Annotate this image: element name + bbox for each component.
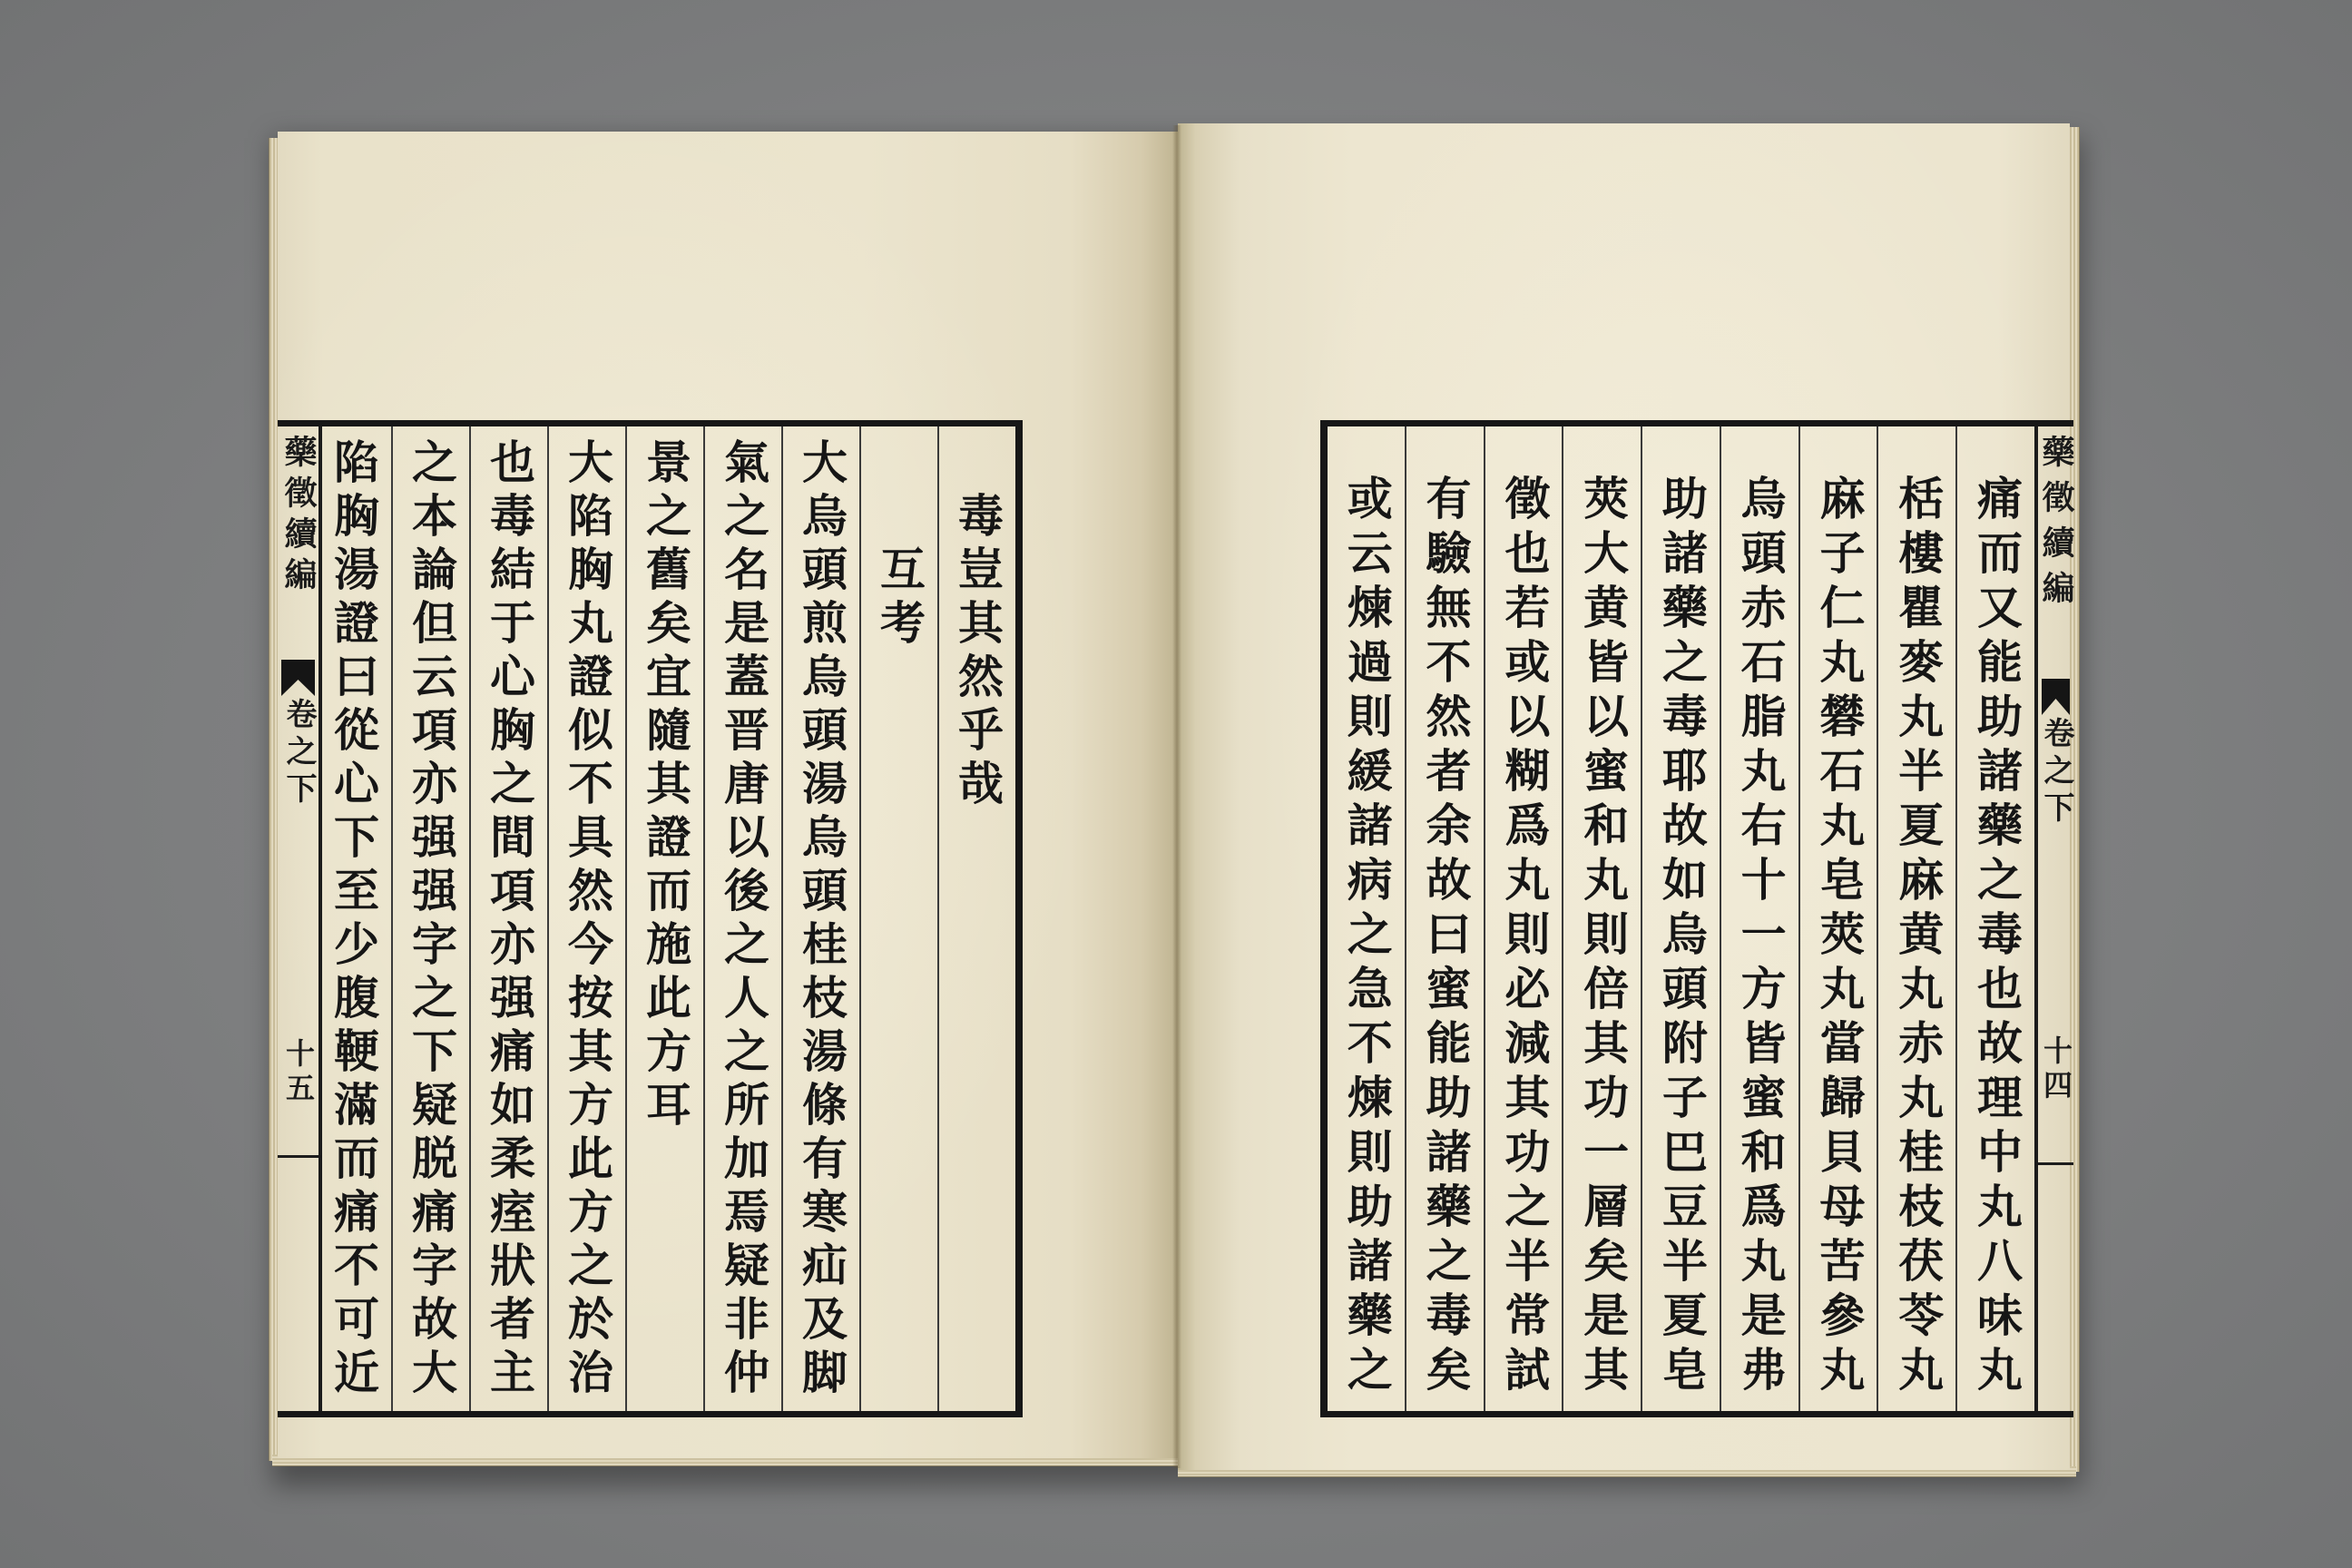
- text-column: 助諸藥之毒耶故如烏頭附子巴豆半夏皂: [1641, 426, 1720, 1411]
- fishtail-mark: [2042, 679, 2070, 715]
- left-page: [278, 132, 1178, 1458]
- text-column: 毒豈其然乎哉: [937, 426, 1015, 1411]
- text-column: 氣之名是蓋晋唐以後之人之所加焉疑非仲: [703, 426, 781, 1411]
- text-column: 徵也若或以糊爲丸則必減其功之半常試: [1484, 426, 1563, 1411]
- fishtail-mark: [281, 660, 315, 696]
- text-column: 大烏頭煎烏頭湯烏頭桂枝湯條有寒疝及脚: [781, 426, 859, 1411]
- text-columns: [322, 426, 1015, 1411]
- text-column: 之本論但云項亦强强字之下疑脱痛字故大: [391, 426, 469, 1411]
- text-columns: [1328, 426, 2034, 1411]
- text-column: 陷胸湯證曰從心下至少腹鞕滿而痛不可近: [327, 438, 380, 1402]
- margin-volume: 卷之下: [2038, 717, 2074, 828]
- right-page: [1178, 123, 2075, 1470]
- text-column: 大陷胸丸證似不具然今按其方此方之於治: [547, 426, 625, 1411]
- text-column: 互考: [859, 426, 937, 1411]
- text-column: 痛而又能助諸藥之毒也故理中丸八味丸: [1955, 426, 2034, 1411]
- text-column: 或云煉過則緩諸病之急不煉則助諸藥之: [1339, 475, 1394, 1400]
- block-center-margin: [2038, 426, 2073, 1411]
- text-column: 也毒結于心胸之間項亦强痛如柔痓狀者主: [469, 426, 547, 1411]
- text-frame: [1320, 420, 2073, 1417]
- text-column: 景之舊矣宜隨其證而施此方耳: [625, 426, 703, 1411]
- margin-title: 藥徵續編: [2037, 435, 2075, 616]
- margin-volume: 卷之下: [280, 698, 317, 809]
- book-gutter: [1172, 125, 1181, 1468]
- margin-title: 藥徵續編: [279, 435, 318, 598]
- text-column: 烏頭赤石脂丸右十一方皆蜜和爲丸是弗: [1720, 426, 1798, 1411]
- page-number: 十五: [281, 1038, 316, 1107]
- block-center-margin: [278, 426, 318, 1411]
- text-column: 莢大黄皆以蜜和丸則倍其功一層矣是其: [1562, 426, 1641, 1411]
- text-column: 有驗無不然者余故曰蜜能助諸藥之毒矣: [1405, 426, 1484, 1411]
- text-column: 麻子仁丸礬石丸皂莢丸當歸貝母苦參丸: [1798, 426, 1877, 1411]
- page-number: 十四: [2039, 1035, 2073, 1104]
- text-column: 栝樓瞿麥丸半夏麻黄丸赤丸桂枝茯苓丸: [1877, 426, 1955, 1411]
- margin-rule: [278, 1155, 318, 1158]
- text-frame: [278, 420, 1023, 1417]
- margin-rule: [2038, 1162, 2073, 1165]
